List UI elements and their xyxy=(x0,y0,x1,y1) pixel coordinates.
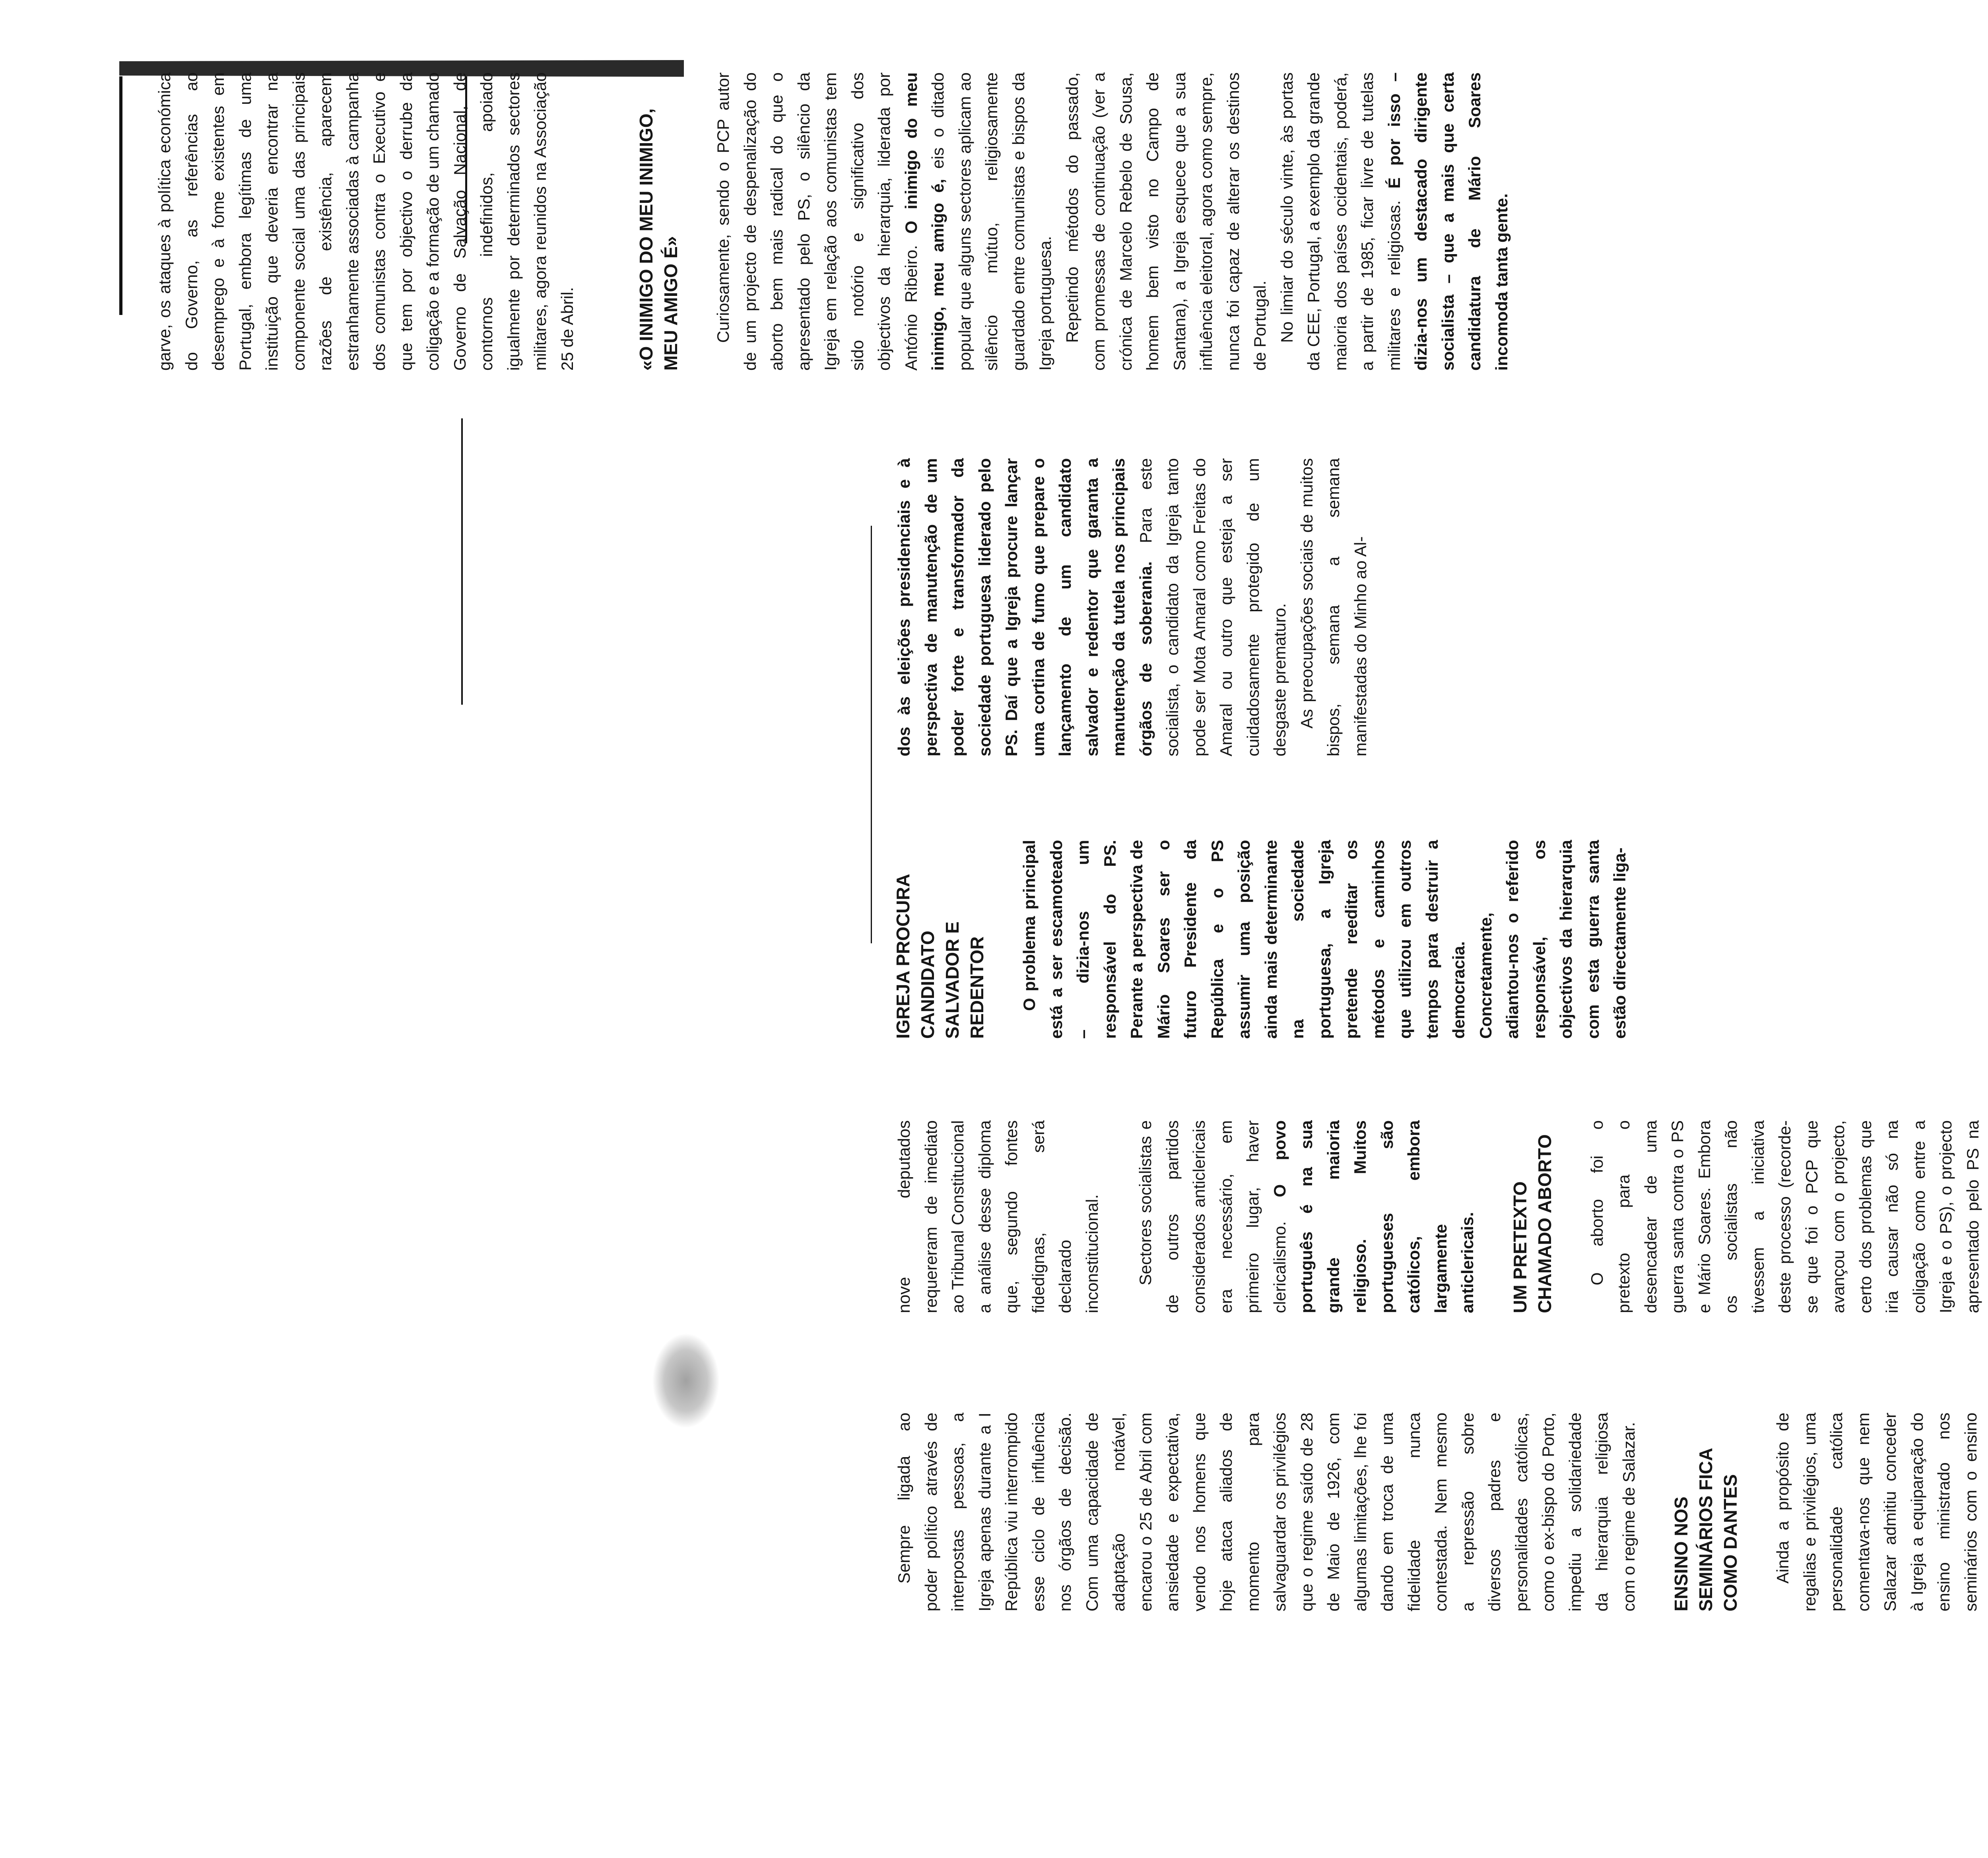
article-column-5 xyxy=(151,72,1515,371)
subheading: «O INIMIGO DO MEU INIMIGO, MEU AMIGO É» xyxy=(636,108,681,371)
paragraph-bold-text: É por isso – dizia-nos um destacado dirigente socialista – que a mais que certa candidatura de Mário Soares incomoda tanta gente. xyxy=(1384,72,1511,371)
paragraph: O aborto foi o pretexto para o desencadear de uma guerra santa contra o PS e Mário Soares. Embora os socialistas não tivessem a iniciativa deste processo (recorde-se que foi o PCP que avançou com o projecto, certo dos problemas que iria causar não só na coligação como entre a Igreja e o PS), o projecto apresentado pelo PS na xyxy=(1587,1120,1982,1313)
paragraph-text: Sectores socialistas e de outros partidos considerados anticlericais era necessário, em primeiro lugar, haver clericalismo. xyxy=(1136,1120,1289,1313)
paragraph xyxy=(891,458,1293,756)
paragraph: As preocupações sociais de muitos bispos, semana a semana manifestadas do Minho ao Al- xyxy=(1297,458,1370,756)
article-column-1 xyxy=(891,1413,1988,1611)
paragraph xyxy=(1132,1120,1481,1313)
paragraph xyxy=(710,72,1059,371)
paragraph-bold-text: O povo português é na sua grande maioria religioso. Muitos portugueses são católicos, embora largamente anticlericais. xyxy=(1270,1120,1477,1313)
paragraph: Sempre ligada ao poder político através de interpostas pessoas, a Igreja apenas durante a I República viu interrompido esse ciclo de influência nos órgãos de decisão. Com uma capacidade de adaptação notável, encarou o 25 de Abril com ansiedade e expectativa, vendo nos homens que hoje ataca aliados de momento para salvaguardar os privilégios que o regime saído de 28 de Maio de 1926, com algumas limitações, lhe foi dando em troca de uma fidelidade nunca contestada. Nem mesmo a repressão sobre diversos padres e personalidades católicas, como o ex-bispo do Porto, impediu a solidariedade da hierarquia religiosa com o regime de Salazar. xyxy=(895,1413,1638,1611)
article-column-2 xyxy=(891,1120,1988,1313)
article-column-4 xyxy=(891,458,1374,756)
paragraph-bold-text: O problema principal está a ser escamoteado – dizia-nos um responsável do PS. Perante a perspectiva de Mário Soares ser o futuro Presidente da República e o PS assumir uma posição ainda mais determinante na sociedade portuguesa, a Igreja pretende reeditar os métodos e caminhos que utilizou em outros tempos para destruir a democracia. Concretamente, adiantou-nos o referido responsável, os objectivos da hierarquia com esta guerra santa estão directamente liga- xyxy=(1020,840,1629,1039)
paragraph xyxy=(1274,72,1515,371)
paragraph-text: eis o ditado popular que alguns sectores aplicam ao silêncio mútuo, religiosamente guardado entre comunistas e bispos da Igreja portuguesa. xyxy=(928,72,1054,371)
paragraph: Repetindo métodos do passado, com promessas de continuação (ver a crónica de Marcelo Rebelo de Sousa, homem bem visto no Campo de Santana), a Igreja esquece que a sua influência eleitoral, agora como sempre, nunca foi capaz de alterar os destinos de Portugal. xyxy=(1062,72,1269,371)
column-rule xyxy=(461,418,463,705)
subheading: ENSINO NOS SEMINÁRIOS FICA COMO DANTES xyxy=(1671,1448,1741,1611)
paragraph-text: No limiar do século vinte, às portas da CEE, Portugal, a exemplo da grande maioria dos países ocidentais, poderá, a partir de 1985, ficar livre de tutelas militares e religiosas. xyxy=(1277,72,1404,371)
paragraph: nove deputados requereram de imediato ao Tribunal Constitucional a análise desse diploma que, segundo fontes fidedignas, será declarado inconstitucional. xyxy=(895,1120,1101,1313)
paragraph-text: Curiosamente, sendo o PCP autor de um projecto de despenalização do aborto bem mais radical do que o apresentado pelo PS, o silêncio da Igreja em relação aos comunistas tem sido notório e significativo dos objectivos da hierarquia, liderada por António Ribeiro. xyxy=(714,72,920,371)
column-rule xyxy=(119,76,122,315)
paragraph-bold-text: O inimigo do meu inimigo, meu amigo é, xyxy=(901,72,947,371)
paragraph xyxy=(1016,840,1633,1039)
article-column-3 xyxy=(891,840,1633,1039)
print-smudge xyxy=(652,1333,720,1428)
column-rule xyxy=(871,526,872,943)
paragraph: Ainda a propósito de regalias e privilégios, uma personalidade católica comentava-nos que nem Salazar admitiu conceder à Igreja a equiparação do ensino ministrado nos seminários com o ensino xyxy=(1773,1413,1980,1611)
paragraph-text: Para este socialista, o candidato da Igreja tanto pode ser Mota Amaral como Freitas do Amaral ou outro que esteja a ser cuidadosamente protegido de um desgaste prematuro. xyxy=(1136,458,1289,756)
subheading: UM PRETEXTO CHAMADO ABORTO xyxy=(1509,1134,1555,1313)
subheading: IGREJA PROCURA CANDIDATO SALVADOR E REDENTOR xyxy=(893,874,987,1039)
paragraph: garve, os ataques à política económica do Governo, as referências ao desemprego e à fome existentes em Portugal, embora legítimas de uma instituição que deveria encontrar na componente social uma das principais razões de existência, aparecem estranhamente associadas à campanha dos comunistas contra o Executivo e que tem por objectivo o derrube da coligação e a formação de um chamado Governo de Salvação Nacional, de contornos indefinidos, apoiado igualmente por determinados sectores militares, agora reunidos na Associação 25 de Abril. xyxy=(155,72,577,371)
paragraph-bold-text: dos às eleições presidenciais e à perspectiva de manutenção de um poder forte e transformador da sociedade portuguesa liderado pelo PS. Daí que a Igreja procure lançar uma cortina de fumo que prepare o lançamento de um candidato salvador e redentor que garanta a manutenção da tutela nos principais órgãos de soberania. xyxy=(895,458,1155,756)
